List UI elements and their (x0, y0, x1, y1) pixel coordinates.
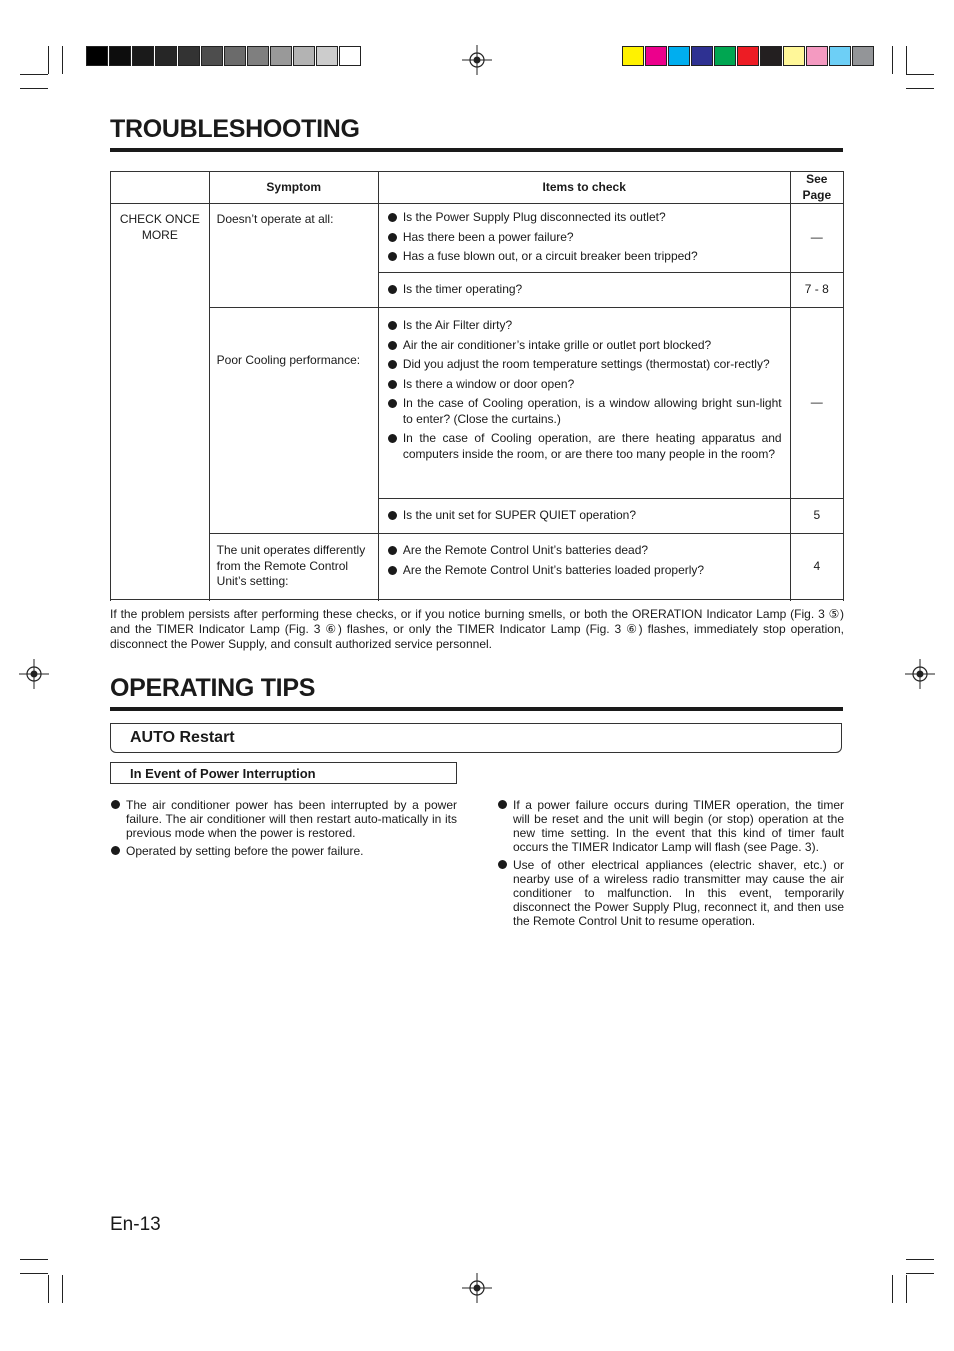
color-swatch (109, 46, 131, 66)
list-item: In the case of Cooling operation, is a window allowing bright sun-light to enter? (Close the curtains.) (387, 396, 782, 427)
crop-mark (20, 1259, 48, 1260)
color-swatch (645, 46, 667, 66)
list-item: Is the timer operating? (387, 282, 782, 298)
page-number: En-13 (110, 1214, 161, 1235)
color-swatch (737, 46, 759, 66)
crop-mark (906, 1275, 907, 1303)
items-cell (378, 499, 790, 534)
operating-tips-title: OPERATING TIPS (110, 674, 316, 702)
see-page-header: See Page (790, 172, 843, 204)
color-swatch (201, 46, 223, 66)
table-row (111, 204, 844, 273)
see-page-cell: 7 - 8 (790, 273, 843, 308)
color-bar (622, 46, 875, 66)
color-swatch (293, 46, 315, 66)
color-swatch (783, 46, 805, 66)
list-item: Is there a window or door open? (387, 377, 782, 393)
list-item: Operated by setting before the power failure. (110, 844, 457, 858)
crop-mark (892, 46, 893, 74)
list-item: If a power failure occurs during TIMER operation, the timer will be reset and the unit will begin (or stop) operation at the new time setting. In the event that this kind of timer fault occurs the TIMER Indicator Lamp will flash (see Page. 3). (497, 798, 844, 854)
crop-mark (48, 1275, 49, 1303)
symptom-cell: Poor Cooling performance: (209, 308, 378, 534)
color-swatch (224, 46, 246, 66)
symptom-header: Symptom (209, 172, 378, 204)
list-item: Has a fuse blown out, or a circuit breaker been tripped? (387, 249, 782, 265)
color-swatch (247, 46, 269, 66)
crop-mark (48, 46, 49, 74)
color-swatch (86, 46, 108, 66)
left-column (110, 798, 457, 862)
crop-mark (20, 88, 48, 89)
list-item: In the case of Cooling operation, are there heating apparatus and computers inside the room, or are there too many people in the room? (387, 431, 782, 462)
registration-mark-icon (462, 1273, 492, 1303)
color-swatch (691, 46, 713, 66)
section-heading-box (110, 723, 842, 753)
blank-header (111, 172, 210, 204)
crop-mark (906, 88, 934, 89)
title-rule (110, 148, 843, 152)
category-label: CHECK ONCE MORE (119, 212, 200, 242)
title-rule (110, 707, 843, 711)
color-swatch (829, 46, 851, 66)
color-swatch (178, 46, 200, 66)
list-item: The air conditioner power has been interrupted by a power failure. The air conditioner will then restart auto-matically in its previous mode when the power is restored. (110, 798, 457, 840)
crop-mark (20, 74, 48, 75)
troubleshooting-title: TROUBLESHOOTING (110, 115, 360, 143)
items-cell (378, 273, 790, 308)
crop-mark (906, 1273, 934, 1274)
registration-mark-icon (905, 659, 935, 689)
registration-mark-icon (19, 659, 49, 689)
list-item: Is the Air Filter dirty? (387, 318, 782, 334)
crop-mark (892, 1275, 893, 1303)
list-item: Air the air conditioner’s intake grille or outlet port blocked? (387, 338, 782, 354)
symptom-cell: The unit operates differently from the Remote Control Unit’s setting: (209, 534, 378, 600)
table-row (111, 534, 844, 600)
right-column (497, 798, 844, 932)
color-swatch (622, 46, 644, 66)
crop-mark (906, 74, 934, 75)
list-item: Use of other electrical appliances (electric shaver, etc.) or nearby use of a wireless radio transmitter may cause the air conditioner to malfunction. In this event, temporarily disconnect the Power Supply Plug, reconnect it, and then use the Remote Control Unit to resume operation. (497, 858, 844, 928)
crop-mark (906, 46, 907, 74)
registration-mark-icon (462, 45, 492, 75)
list-item: Did you adjust the room temperature settings (thermostat) cor-rectly? (387, 357, 782, 373)
items-cell (378, 204, 790, 273)
color-swatch (270, 46, 292, 66)
items-header: Items to check (378, 172, 790, 204)
troubleshooting-table (110, 171, 844, 600)
troubleshooting-note: If the problem persists after performing these checks, or if you notice burning smells, or both the ORERATION Indicator Lamp (Fig. 3 ⑤) and the TIMER Indicator Lamp (Fig. 3 ⑥) flashes, or only the TIMER Indicator Lamp (Fig. 3 ⑥) flashes, immediately stop operation, disconnect the Power Supply, and consult authorized service personnel. (110, 607, 844, 651)
list-item: Has there been a power failure? (387, 230, 782, 246)
color-swatch (852, 46, 874, 66)
crop-mark (62, 46, 63, 74)
list-item: Are the Remote Control Unit’s batteries loaded properly? (387, 563, 782, 579)
list-item: Is the Power Supply Plug disconnected its outlet? (387, 210, 782, 226)
color-swatch (668, 46, 690, 66)
list-item: Are the Remote Control Unit’s batteries dead? (387, 543, 782, 559)
see-page-cell: — (790, 308, 843, 499)
subsection-heading-box (110, 762, 457, 784)
color-swatch (714, 46, 736, 66)
gray-scale-bar (86, 46, 362, 66)
items-cell (378, 534, 790, 600)
color-swatch (316, 46, 338, 66)
see-page-cell: 4 (790, 534, 843, 600)
color-swatch (339, 46, 361, 66)
list-item: Is the unit set for SUPER QUIET operation? (387, 508, 782, 524)
section-heading: AUTO Restart (130, 729, 235, 746)
subsection-heading: In Event of Power Interruption (130, 766, 316, 781)
category-cell (111, 204, 210, 600)
color-swatch (132, 46, 154, 66)
crop-mark (906, 1259, 934, 1260)
crop-mark (20, 1273, 48, 1274)
table-header-row (111, 172, 844, 204)
see-page-cell: 5 (790, 499, 843, 534)
symptom-cell: Doesn’t operate at all: (209, 204, 378, 308)
table-row (111, 308, 844, 499)
color-swatch (760, 46, 782, 66)
items-cell (378, 308, 790, 499)
see-page-cell: — (790, 204, 843, 273)
color-swatch (806, 46, 828, 66)
color-swatch (155, 46, 177, 66)
crop-mark (62, 1275, 63, 1303)
